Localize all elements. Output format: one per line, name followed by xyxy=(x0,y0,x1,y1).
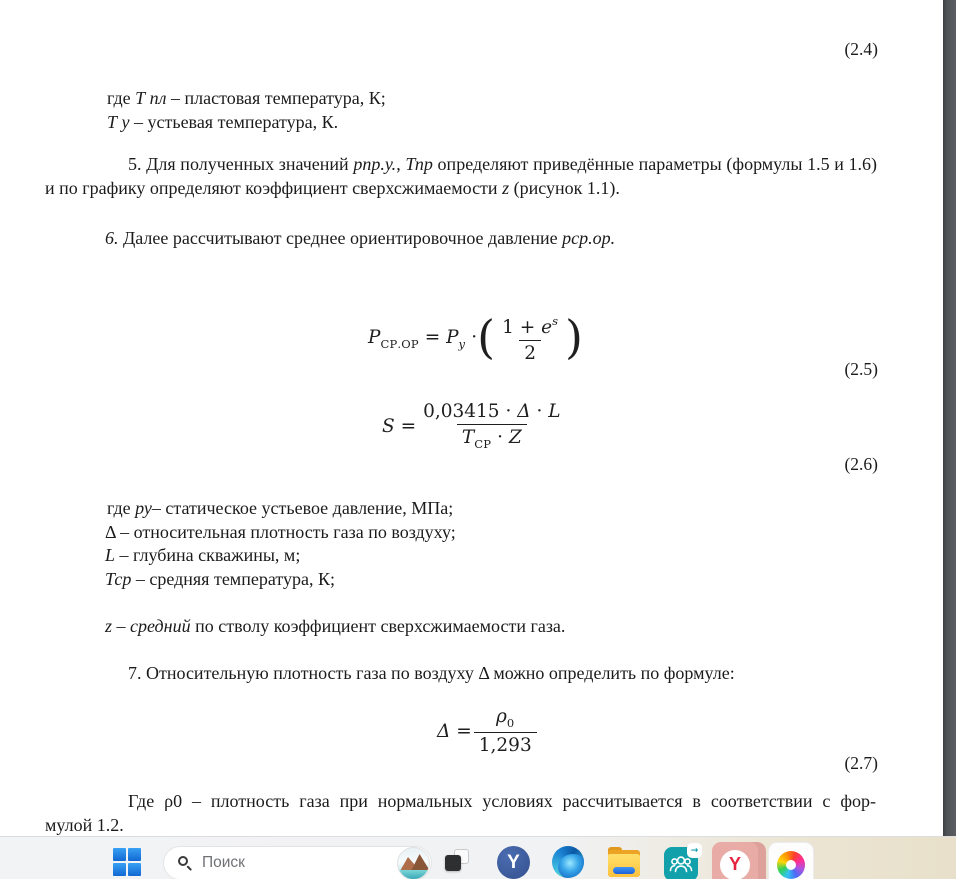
loop-app-button[interactable] xyxy=(768,842,814,879)
paragraph-7: 7. Относительную плотность газа по воздуху Δ можно определить по формуле: xyxy=(128,663,735,683)
tcp-line: Тср – средняя температура, К; xyxy=(105,569,335,589)
formula-2-7-lhs: Δ = xyxy=(437,720,472,742)
rho-definition-line: Где ρ0 – плотность газа при нормальных условиях рассчитывается в соответствии с фор- xyxy=(128,791,876,811)
front-window-icon xyxy=(445,855,461,871)
depth-line: L – глубина скважины, м; xyxy=(105,545,301,565)
edge-browser-button[interactable] xyxy=(552,846,584,878)
equation-label-2-7: (2.7) xyxy=(844,753,878,773)
formula-2-5-lhs: $P_{СР.ОР} = P_у$ · xyxy=(368,327,478,351)
where-tu-line: Т у – устьевая температура, К. xyxy=(107,112,339,132)
paragraph-6: 6. Далее рассчитывают среднее ориентировочное давление рср.ор. xyxy=(105,228,616,248)
window-edge-strip xyxy=(943,0,956,836)
hyphenated-tail-line: мулой 1.2. xyxy=(45,815,124,835)
equation-label-2-5: (2.5) xyxy=(844,359,878,379)
formula-2-6-fraction xyxy=(418,401,565,451)
windows-logo-icon xyxy=(113,848,141,876)
folder-icon xyxy=(608,850,640,877)
formula-2-7-fraction xyxy=(474,706,537,756)
denominator: 1,293 xyxy=(474,732,537,756)
edge-icon xyxy=(552,846,584,878)
paragraph-5: 5. Для полученных значений рпр.у., Тпр определяют приведённые параметры (формулы 1.5 и 1.6) и по графику определяют коэффициент сверхсжимаемости z (рисунок 1.1). xyxy=(45,154,878,198)
people-group-icon xyxy=(664,847,698,879)
yandex-browser-button[interactable] xyxy=(712,842,758,879)
formula-2-5: $P_{СР.ОР} = P_у$ · ( $\frac{1 + e^s}{2}$ ) xyxy=(368,310,583,364)
formula-2-6 xyxy=(382,400,568,452)
formula-2-6-lhs: S = xyxy=(382,415,417,437)
where-py-line: где ру– статическое устьевое давление, МПа; xyxy=(107,498,454,518)
denominator: 2 xyxy=(519,340,541,364)
search-placeholder: Поиск xyxy=(202,854,245,871)
where-tpl-line: где Т пл – пластовая температура, К; xyxy=(107,88,386,108)
numerator: 0,03415 · Δ · L xyxy=(423,401,561,422)
equation-label-2-6: (2.6) xyxy=(844,454,878,474)
blue-y-icon: Y xyxy=(497,846,530,879)
bing-daily-image-icon[interactable] xyxy=(397,847,430,879)
formula-2-7 xyxy=(437,707,539,755)
share-badge-icon: → xyxy=(687,843,702,858)
taskbar xyxy=(0,836,956,879)
numerator: $1 + e^s$ xyxy=(502,314,559,338)
people-app-button[interactable] xyxy=(664,847,698,879)
loop-swirl-icon xyxy=(777,851,805,879)
numerator: $\rho_0$ xyxy=(496,706,515,730)
formula-2-5-fraction xyxy=(497,314,563,364)
z-line: z – средний по стволу коэффициент сверхсжимаемости газа. xyxy=(105,616,566,636)
denominator: $T_{СР} \cdot Z$ xyxy=(457,424,527,451)
search-input[interactable] xyxy=(163,846,432,879)
window-stack-app-button[interactable] xyxy=(445,849,470,872)
blue-y-app-button[interactable] xyxy=(497,846,530,879)
file-explorer-button[interactable] xyxy=(608,850,640,877)
delta-line: Δ – относительная плотность газа по воздуху; xyxy=(105,522,456,542)
equation-label-2-4: (2.4) xyxy=(844,39,878,59)
yandex-browser-icon: Y xyxy=(720,850,750,879)
start-button[interactable] xyxy=(113,848,141,876)
search-icon xyxy=(178,856,193,871)
